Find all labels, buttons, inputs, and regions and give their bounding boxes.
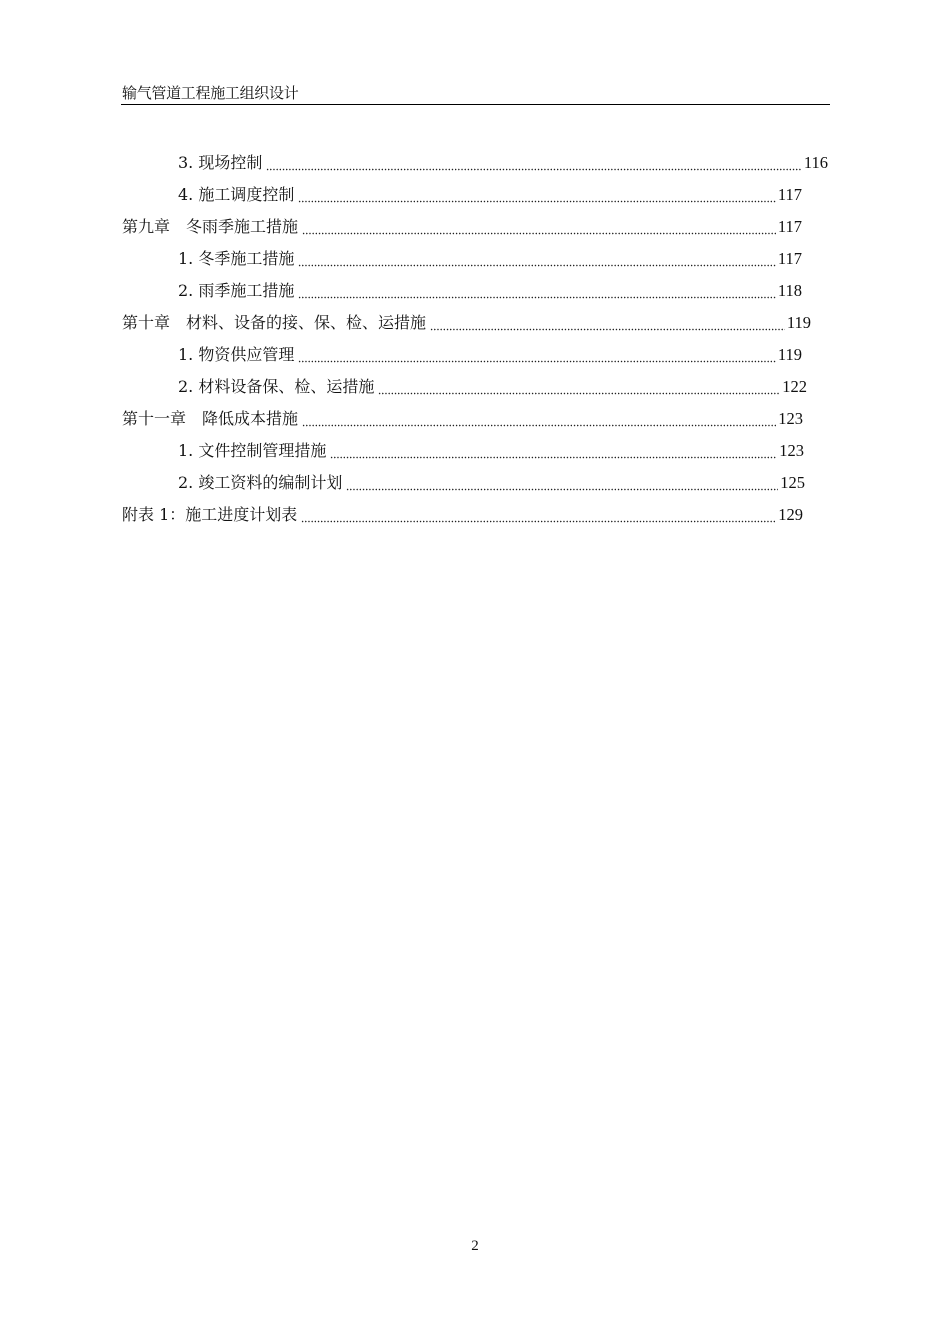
toc-leader-dots (301, 505, 776, 525)
toc-entry-label: 第九章 冬雨季施工措施 (122, 217, 299, 236)
toc-entry-page: 119 (786, 313, 811, 332)
toc-leader-dots (302, 409, 776, 429)
toc-entry-page: 122 (782, 377, 807, 396)
toc-leader-dots (430, 313, 785, 333)
toc-entry-page: 123 (779, 441, 804, 460)
toc-entry-page: 117 (777, 217, 802, 236)
toc-entry-page: 123 (778, 409, 803, 428)
toc-entry[interactable] (178, 277, 802, 301)
toc-entry-label: 1. 冬季施工措施 (178, 249, 295, 268)
toc-entry-label: 1. 文件控制管理措施 (178, 441, 327, 460)
document-title: 输气管道工程施工组织设计 (122, 84, 299, 102)
toc-entry[interactable] (178, 437, 804, 461)
toc-entry[interactable] (178, 373, 807, 397)
page-number: 2 (471, 1238, 479, 1254)
toc-entry-page: 129 (778, 505, 803, 524)
toc-entry[interactable] (122, 501, 803, 525)
toc-leader-dots (298, 249, 776, 269)
toc-entry-page: 117 (777, 249, 802, 268)
toc-entry-page: 117 (777, 185, 802, 204)
toc-leader-dots (298, 345, 776, 365)
toc-entry[interactable] (178, 469, 805, 493)
toc-entry-label: 1. 物资供应管理 (178, 345, 295, 364)
toc-entry[interactable] (178, 245, 802, 269)
toc-leader-dots (378, 377, 780, 397)
toc-leader-dots (302, 217, 776, 237)
toc-entry-page: 116 (803, 153, 828, 172)
toc-entry[interactable] (178, 341, 802, 365)
toc-entry[interactable] (122, 213, 802, 237)
toc-entry[interactable] (122, 405, 803, 429)
toc-entry-label: 2. 竣工资料的编制计划 (178, 473, 343, 492)
toc-entry-page: 119 (777, 345, 802, 364)
toc-entry-label: 3. 现场控制 (178, 153, 263, 172)
toc-entry[interactable] (178, 149, 828, 173)
toc-entry-page: 125 (780, 473, 805, 492)
toc-entry[interactable] (122, 309, 811, 333)
toc-leader-dots (346, 473, 778, 493)
toc-entry-page: 118 (777, 281, 802, 300)
toc-leader-dots (266, 153, 802, 173)
toc-entry-label: 2. 材料设备保、检、运措施 (178, 377, 375, 396)
toc-entry-label: 第十一章 降低成本措施 (122, 409, 299, 428)
toc-entry[interactable] (178, 181, 802, 205)
toc-entry-label: 第十章 材料、设备的接、保、检、运措施 (122, 313, 427, 332)
toc-entry-label: 4. 施工调度控制 (178, 185, 295, 204)
toc-leader-dots (330, 441, 777, 461)
toc-leader-dots (298, 281, 776, 301)
toc-entry-label: 2. 雨季施工措施 (178, 281, 295, 300)
toc-leader-dots (298, 185, 776, 205)
toc-entry-label: 附表 1：施工进度计划表 (122, 505, 298, 524)
